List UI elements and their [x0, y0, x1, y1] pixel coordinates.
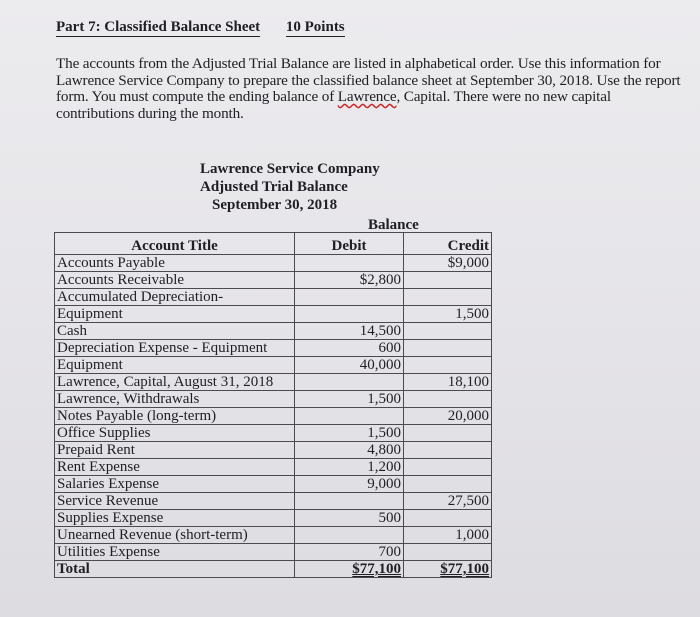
report-header — [200, 160, 400, 214]
table-row — [55, 391, 492, 408]
instructions-text-start: The accounts from the Adjusted Trial Balance are listed in alphabetical order. Use this information for Lawrence Service Company to prepare the classified balance sheet at September 30, 2018. Use the report form. You must compute the ending balance of — [56, 55, 681, 105]
debit-cell — [295, 527, 404, 544]
table-row — [55, 493, 492, 510]
debit-cell — [295, 493, 404, 510]
table-row — [55, 442, 492, 459]
table-row — [55, 323, 492, 340]
credit-cell — [404, 323, 492, 340]
column-header-debit: Debit — [295, 233, 404, 255]
account-title-cell: Lawrence, Capital, August 31, 2018 — [55, 374, 295, 391]
statement-date: September 30, 2018 — [212, 197, 338, 213]
debit-cell: 9,000 — [295, 476, 404, 493]
table-row — [55, 255, 492, 272]
debit-cell: 14,500 — [295, 323, 404, 340]
debit-cell: 1,500 — [295, 425, 404, 442]
account-title-cell: Equipment — [55, 306, 295, 323]
debit-cell: 40,000 — [295, 357, 404, 374]
total-label: Total — [55, 561, 295, 578]
table-row — [55, 476, 492, 493]
part-heading — [56, 19, 345, 36]
table-row — [55, 425, 492, 442]
instructions-text-end: , Capital. There were no new capital contributions during the month. — [56, 88, 611, 122]
total-debit-value: $77,100 — [352, 561, 401, 577]
account-title-cell: Unearned Revenue (short-term) — [55, 527, 295, 544]
table-row — [55, 527, 492, 544]
debit-cell — [295, 374, 404, 391]
table-row — [55, 374, 492, 391]
table-row — [55, 272, 492, 289]
total-credit-value: $77,100 — [440, 561, 489, 577]
table-row — [55, 408, 492, 425]
spellcheck-flagged-word: Lawrence — [337, 88, 397, 105]
total-credit — [404, 561, 492, 578]
company-name: Lawrence Service Company — [200, 161, 380, 177]
account-title-cell: Cash — [55, 323, 295, 340]
trial-balance-table — [54, 232, 492, 578]
debit-cell: $2,800 — [295, 272, 404, 289]
account-title-cell: Salaries Expense — [55, 476, 295, 493]
debit-cell: 4,800 — [295, 442, 404, 459]
points-label: 10 Points — [285, 19, 345, 35]
credit-cell — [404, 425, 492, 442]
credit-cell: 27,500 — [404, 493, 492, 510]
account-title-cell: Prepaid Rent — [55, 442, 295, 459]
credit-cell: 20,000 — [404, 408, 492, 425]
account-title-cell: Equipment — [55, 357, 295, 374]
account-title-cell: Depreciation Expense - Equipment — [55, 340, 295, 357]
total-row — [55, 561, 492, 578]
table-row — [55, 544, 492, 561]
account-title-cell: Office Supplies — [55, 425, 295, 442]
instructions-paragraph — [56, 56, 681, 122]
debit-cell: 600 — [295, 340, 404, 357]
debit-cell — [295, 289, 404, 306]
account-title-cell: Accumulated Depreciation- — [55, 289, 295, 306]
credit-cell — [404, 544, 492, 561]
credit-cell — [404, 391, 492, 408]
credit-cell — [404, 357, 492, 374]
account-title-cell: Lawrence, Withdrawals — [55, 391, 295, 408]
credit-cell: 1,000 — [404, 527, 492, 544]
credit-cell: $9,000 — [404, 255, 492, 272]
credit-cell — [404, 442, 492, 459]
table-header-row — [55, 233, 492, 255]
credit-cell: 1,500 — [404, 306, 492, 323]
table-body — [55, 255, 492, 561]
table-row — [55, 306, 492, 323]
account-title-cell: Supplies Expense — [55, 510, 295, 527]
table-row — [55, 510, 492, 527]
debit-cell: 700 — [295, 544, 404, 561]
account-title-cell: Utilities Expense — [55, 544, 295, 561]
table-row — [55, 340, 492, 357]
account-title-cell: Accounts Payable — [55, 255, 295, 272]
column-header-credit: Credit — [404, 233, 492, 255]
account-title-cell: Accounts Receivable — [55, 272, 295, 289]
account-title-cell: Rent Expense — [55, 459, 295, 476]
credit-cell — [404, 272, 492, 289]
part-title: Part 7: Classified Balance Sheet — [56, 19, 261, 35]
credit-cell: 18,100 — [404, 374, 492, 391]
total-debit — [295, 561, 404, 578]
debit-cell: 1,500 — [295, 391, 404, 408]
table-row — [55, 357, 492, 374]
debit-cell: 1,200 — [295, 459, 404, 476]
debit-cell: 500 — [295, 510, 404, 527]
table-row — [55, 459, 492, 476]
debit-cell — [295, 306, 404, 323]
credit-cell — [404, 510, 492, 527]
credit-cell — [404, 476, 492, 493]
credit-cell — [404, 340, 492, 357]
balance-group-header: Balance — [368, 217, 419, 233]
column-header-account-title: Account Title — [55, 233, 295, 255]
credit-cell — [404, 459, 492, 476]
table-row — [55, 289, 492, 306]
statement-name: Adjusted Trial Balance — [200, 179, 348, 195]
account-title-cell: Notes Payable (long-term) — [55, 408, 295, 425]
account-title-cell: Service Revenue — [55, 493, 295, 510]
credit-cell — [404, 289, 492, 306]
debit-cell — [295, 408, 404, 425]
debit-cell — [295, 255, 404, 272]
